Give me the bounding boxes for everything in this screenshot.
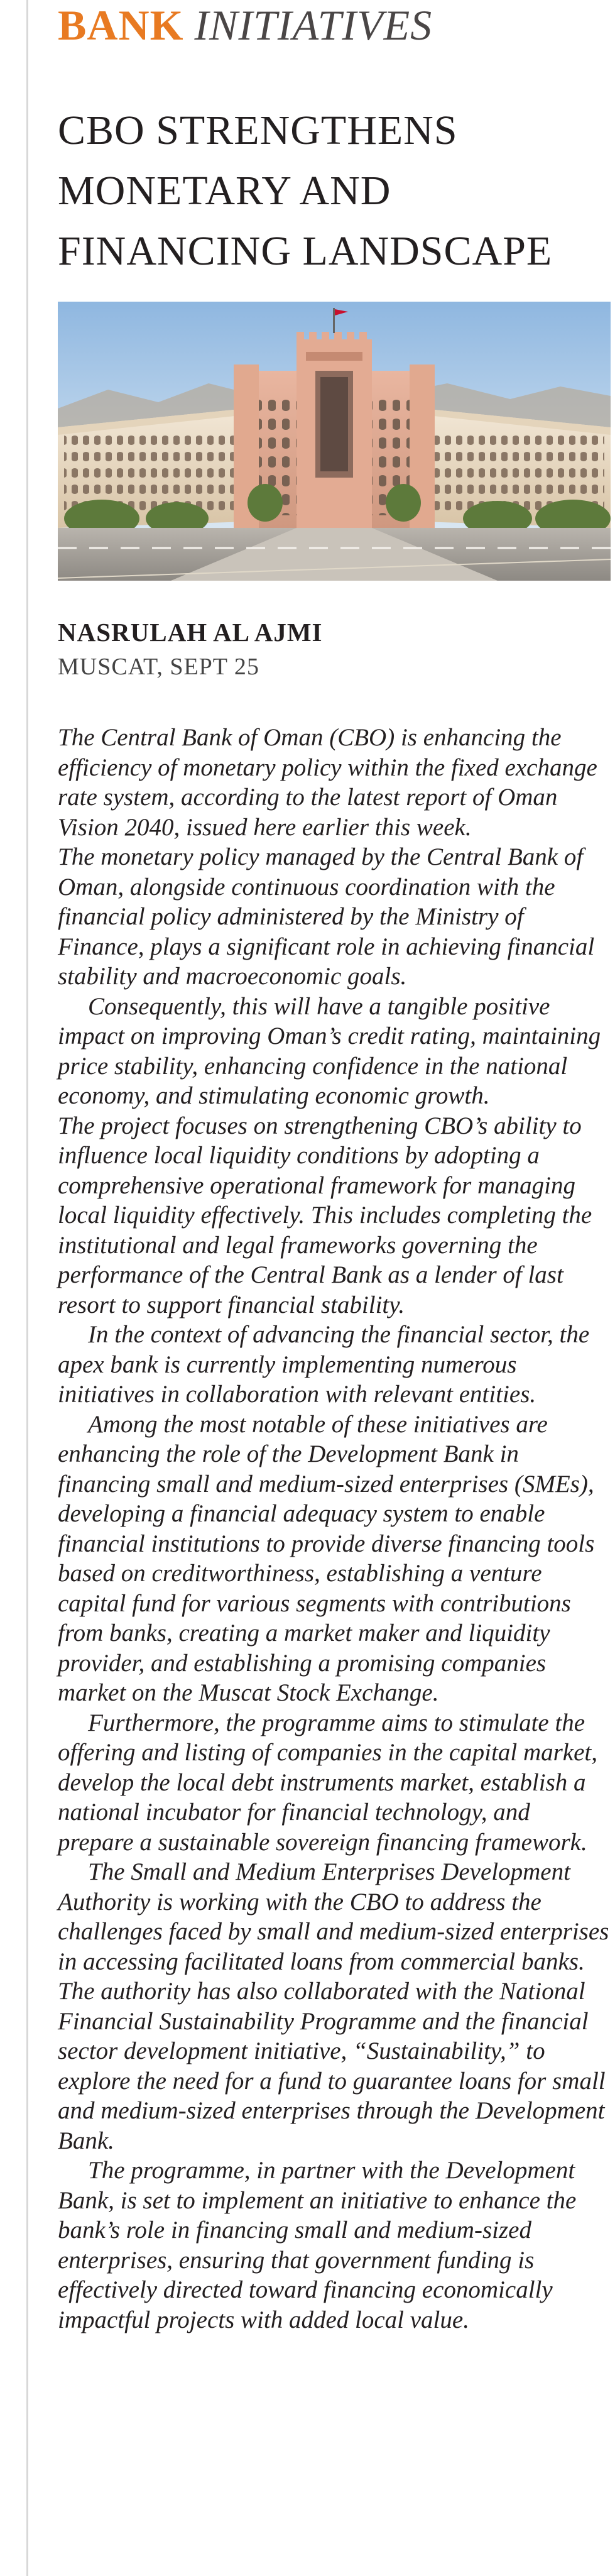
article-paragraph: The Central Bank of Oman (CBO) is enhancing the efficiency of monetary policy within the fixed exchange rate system, according to the latest report of Oman Vision 2040, issued here earlier this week. [58, 724, 597, 841]
article-paragraph: Among the most notable of these initiatives are enhancing the role of the Development Bank in financing small and medium-sized enterprises (SMEs), developing a financial adequacy system to enable financial institutions to provide diverse financing tools based on creditworthiness, establishing a venture capital fund for various segments with contributions from banks, creating a market maker and liquidity provider, and establishing a promising companies market on the Muscat Stock Exchange. [58, 1410, 595, 1706]
central-bank-building-photo [58, 302, 611, 581]
headline: CBO STRENGTHENS MONETARY AND FINANCING LANDSCAPE [58, 107, 553, 274]
article-photo [58, 302, 611, 581]
section-label-main: BANK [58, 1, 184, 49]
dateline: MUSCAT, SEPT 25 [58, 654, 259, 680]
article-paragraph: The Small and Medium Enterprises Development Authority is working with the CBO to address the challenges faced by small and medium-sized enterprises in accessing facilitated loans from commercial banks. The authority has also collaborated with the National Financial Sustainability Programme and the financial sector development initiative, “Sustainability,” to explore the need for a fund to guarantee loans for small and medium-sized enterprises through the Development Bank. [58, 1858, 609, 2154]
article-paragraph: Consequently, this will have a tangible positive impact on improving Oman’s credit rating, maintaining price stability, enhancing confidence in the national economy, and stimulating economic growth. [58, 992, 601, 1109]
section-tag [58, 1, 433, 49]
article-paragraph: The project focuses on strengthening CBO’s ability to influence local liquidity conditions by adopting a comprehensive operational framework for managing local liquidity effectively. This includes completing the institutional and legal frameworks governing the performance of the Central Bank as a lender of last resort to support financial stability. [58, 1112, 592, 1318]
article-paragraph: The programme, in partner with the Development Bank, is set to implement an initiative to enhance the bank’s role in financing small and medium-sized enterprises, ensuring that government funding is effectively directed toward financing economically impactful projects with added local value. [58, 2157, 577, 2333]
article-paragraph: The monetary policy managed by the Central Bank of Oman, alongside continuous coordination with the financial policy administered by the Ministry of Finance, plays a significant role in achieving financial stability and macroeconomic goals. [58, 843, 595, 990]
section-label-sub: INITIATIVES [194, 1, 433, 49]
author-byline: NASRULAH AL AJMI [58, 618, 323, 647]
article-paragraph: In the context of advancing the financial sector, the apex bank is currently implementing numerous initiatives in collaboration with relevant entities. [58, 1321, 590, 1408]
column-rule [26, 0, 28, 2576]
article-paragraph: Furthermore, the programme aims to stimulate the offering and listing of companies in the capital market, develop the local debt instruments market, establish a national incubator for financial technology, and prepare a sustainable sovereign financing framework. [58, 1709, 597, 1856]
article-body [58, 723, 611, 2335]
